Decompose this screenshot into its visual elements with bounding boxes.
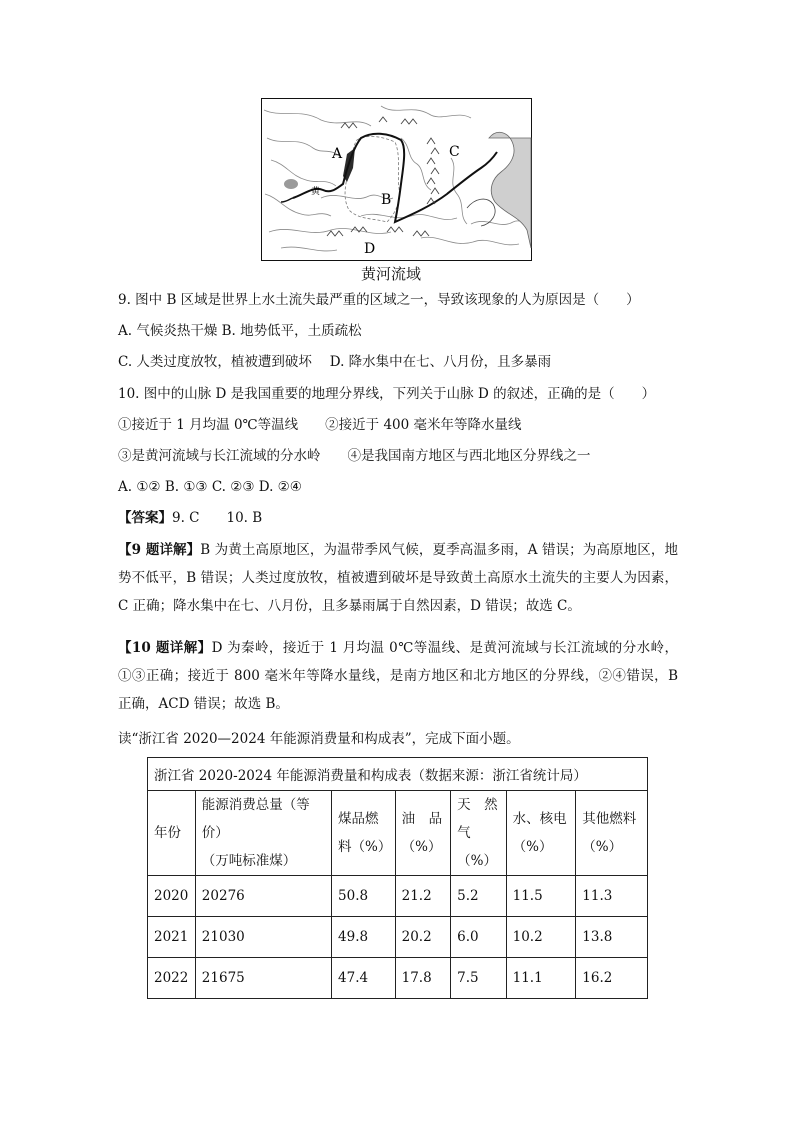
label-d: D <box>364 241 376 257</box>
header-year <box>148 791 196 876</box>
header-oil-l1: 油 品 <box>401 811 443 827</box>
cell-oil: 17.8 <box>395 958 451 999</box>
explanation-9 <box>118 536 678 620</box>
cell-hydro-nuclear: 11.1 <box>506 958 576 999</box>
cell-coal: 47.4 <box>332 958 396 999</box>
cell-year: 2020 <box>148 876 196 917</box>
label-c: C <box>449 144 460 160</box>
header-hydro-l1: 水、核电 <box>512 811 567 827</box>
yellow-river-basin-map <box>261 98 532 261</box>
cell-year: 2022 <box>148 958 196 999</box>
cell-other-fuel: 16.2 <box>576 958 648 999</box>
cell-year: 2021 <box>148 917 196 958</box>
cell-hydro-nuclear: 11.5 <box>506 876 576 917</box>
cell-total: 20276 <box>195 876 331 917</box>
header-coal-l1: 煤品燃 <box>338 811 379 827</box>
header-oil-l2: （%） <box>401 839 442 855</box>
table-title-row <box>148 758 648 791</box>
cell-other-fuel: 13.8 <box>576 917 648 958</box>
explanation-9-text: B 为黄土高原地区，为温带季风气候，夏季高温多雨，A 错误；为高原地区，地势不低平，B 错误；人类过度放牧，植被遭到破坏是导致黄土高原水土流失的主要人为因素，C 正确；降水集中在七、八月份，且多暴雨属于自然因素，D 错误；故选 C。 <box>118 542 678 614</box>
cell-total: 21675 <box>195 958 331 999</box>
header-total <box>195 791 331 876</box>
header-year-label: 年份 <box>154 825 181 841</box>
map-caption: 黄河流域 <box>361 265 422 283</box>
explanation-10-label: 【10 题详解】 <box>118 640 212 656</box>
header-other-l2: （%） <box>582 839 623 855</box>
q10-statements-12: ①接近于 1 月均温 0℃等温线 ②接近于 400 毫米年等降水量线 <box>118 417 522 433</box>
header-gas-l2: 气（%） <box>457 825 497 869</box>
header-hydro-nuclear <box>506 791 576 876</box>
q9-options-cd: C. 人类过度放牧，植被遭到破坏 D. 降水集中在七、八月份，且多暴雨 <box>118 354 552 370</box>
explanation-10 <box>118 634 678 718</box>
header-gas <box>451 791 507 876</box>
answer-label: 【答案】 <box>118 510 172 526</box>
header-other-l1: 其他燃料 <box>582 811 637 827</box>
cell-oil: 20.2 <box>395 917 451 958</box>
energy-consumption-table <box>147 757 648 999</box>
label-a: A <box>332 146 343 162</box>
cell-total: 21030 <box>195 917 331 958</box>
cell-gas: 6.0 <box>451 917 507 958</box>
cell-coal: 50.8 <box>332 876 396 917</box>
table-intro: 读“浙江省 2020—2024 年能源消费量和构成表”，完成下面小题。 <box>118 731 520 747</box>
q9-options-ab: A. 气候炎热干燥 B. 地势低平，土质疏松 <box>118 323 362 339</box>
table-header-row <box>148 791 648 876</box>
table-title: 浙江省 2020-2024 年能源消费量和构成表（数据来源：浙江省统计局） <box>148 758 648 791</box>
answer-text: 9. C 10. B <box>172 510 263 526</box>
header-hydro-l2: （%） <box>512 839 553 855</box>
header-other-fuel <box>576 791 648 876</box>
header-coal-l2: 料（%） <box>338 839 392 855</box>
header-coal <box>332 791 396 876</box>
cell-gas: 7.5 <box>451 958 507 999</box>
header-gas-l1: 天 然 <box>457 797 498 813</box>
cell-coal: 49.8 <box>332 917 396 958</box>
q10-stem: 10. 图中的山脉 D 是我国重要的地理分界线，下列关于山脉 D 的叙述，正确的是（ ） <box>118 386 656 402</box>
header-oil <box>395 791 451 876</box>
q10-options: A. ①② B. ①③ C. ②③ D. ②④ <box>118 479 302 495</box>
label-river: 黄 <box>311 187 321 197</box>
q9-stem: 9. 图中 B 区域是世界上水土流失最严重的区域之一，导致该现象的人为原因是（ ） <box>118 292 640 308</box>
table-row <box>148 917 648 958</box>
label-b: B <box>381 192 392 208</box>
cell-other-fuel: 11.3 <box>576 876 648 917</box>
answer-line <box>118 508 262 528</box>
header-total-l2: （万吨标准煤） <box>201 853 297 869</box>
q10-statements-34: ③是黄河流域与长江流域的分水岭 ④是我国南方地区与西北地区分界线之一 <box>118 448 591 464</box>
map-drawing <box>261 98 532 261</box>
lake-shape <box>284 179 298 189</box>
table-row <box>148 958 648 999</box>
explanation-10-text: D 为秦岭，接近于 1 月均温 0℃等温线、是黄河流域与长江流域的分水岭，①③正确；接近于 800 毫米年等降水量线，是南方地区和北方地区的分界线，②④错误，B 正确，ACD 错误；故选 B。 <box>118 640 678 712</box>
explanation-9-label: 【9 题详解】 <box>118 542 201 558</box>
header-total-l1: 能源消费总量（等价） <box>201 797 310 841</box>
cell-oil: 21.2 <box>395 876 451 917</box>
cell-gas: 5.2 <box>451 876 507 917</box>
table-row <box>148 876 648 917</box>
cell-hydro-nuclear: 10.2 <box>506 917 576 958</box>
